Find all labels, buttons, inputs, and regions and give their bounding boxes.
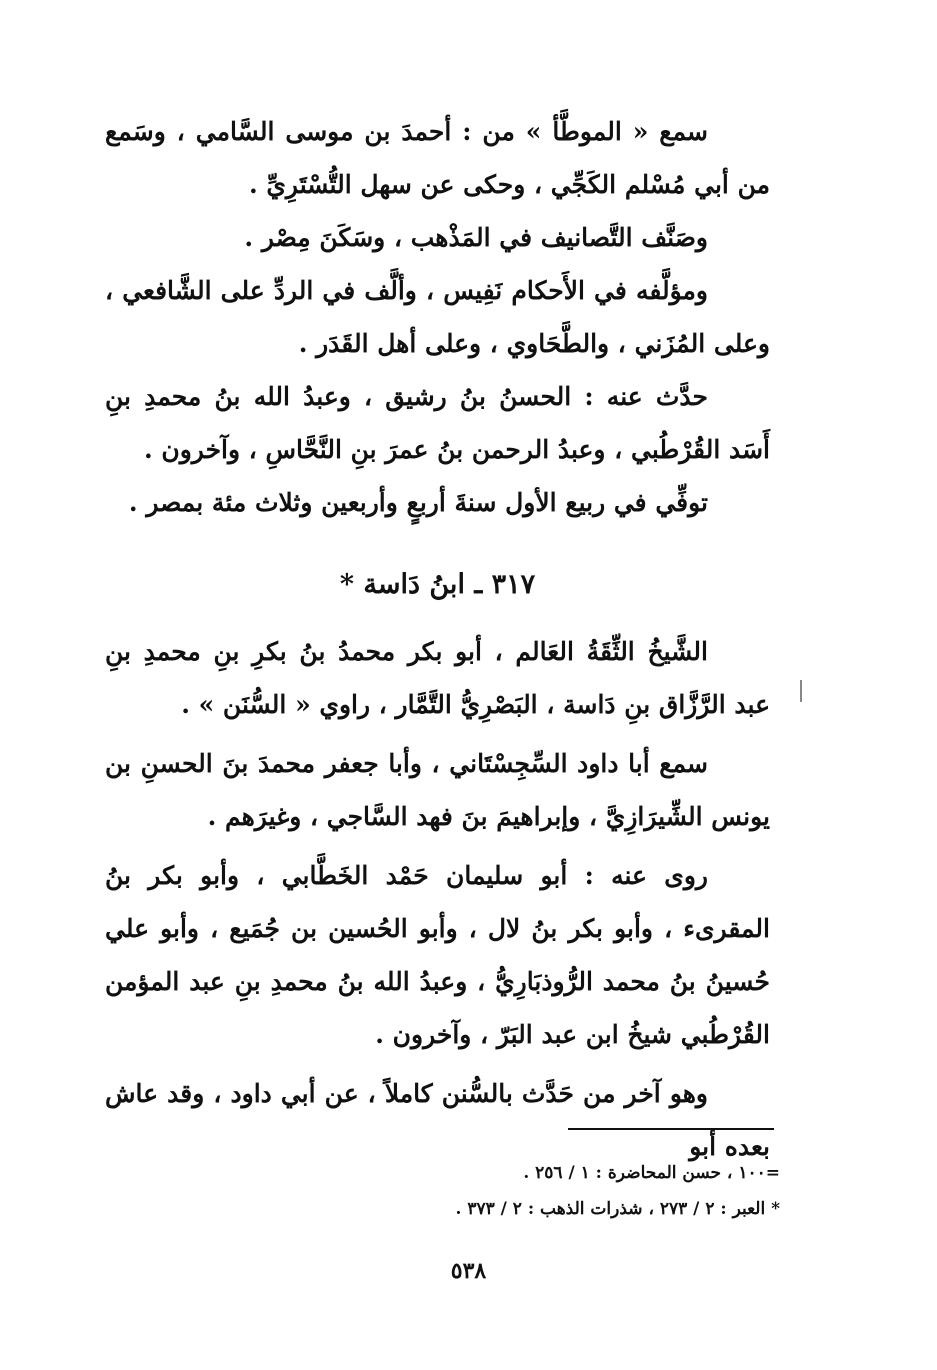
paragraph-death: توفِّي في ربيع الأول سنةَ أربعٍ وأربعين وثلاث مئة بمصر . [128, 488, 708, 517]
biography-heading: ٣١٧ ـ ابنُ دَاسة * [339, 569, 536, 600]
footnote-separator [568, 1128, 774, 1130]
paragraph-sama-muwatta: سمع « الموطَّأ » من : أحمدَ بن موسى السَّامي ، وسَمع من أبي مُسْلم الكَجِّي ، وحكى عن سهل التُّسْتَرِيِّ . [105, 117, 770, 199]
paragraph-haddatha-anhu: حدَّث عنه : الحسنُ بنُ رشيق ، وعبدُ الله بنُ محمدِ بنِ أَسَد القُرْطُبي ، وعبدُ الرحمن بنُ عمرَ بنِ النَّحَّاسِ ، وآخرون . [105, 382, 770, 464]
paragraph-tasanif: وصَنَّف التَّصانيف في المَذْهب ، وسَكَنَ مِصْر . [244, 223, 708, 252]
paragraph-students: روى عنه : أبو سليمان حَمْد الخَطَّابي ، وأبو بكر بنُ المقرىء ، وأبو بكر بنُ لال ، وأبو الحُسين بن جُمَيع ، وأبو علي حُسينُ بنُ محمد الرُّوذبَارِيُّ ، وعبدُ الله بنُ محمدِ بنِ عبد المؤمن القُرْطُبي شيخُ ابن عبد البَرّ ، وآخرون . [105, 861, 770, 1049]
top-text-block [105, 105, 770, 529]
paragraph-teachers: سمع أبا داود السِّجِسْتَاني ، وأبا جعفر محمدَ بنَ الحسنِ بن يونس الشِّيرَازِيَّ ، وإبراهيمَ بنَ فهد السَّاجي ، وغيرَهم . [105, 749, 770, 831]
paragraph-last-narrator: وهو آخر من حَدَّث بالسُّنن كاملاً ، عن أبي داود ، وقد عاش بعده أبو [105, 1079, 770, 1161]
margin-mark [800, 680, 802, 702]
bottom-text-block [105, 625, 770, 1173]
paragraph-ibn-dasa-intro: الشَّيخُ الثِّقَةُ العَالم ، أبو بكر محمدُ بنُ بكرِ بنِ محمدِ بنِ عبد الرَّزَّاق بنِ دَاسة ، البَصْرِيُّ التَّمَّار ، راوي « السُّنَن » . [105, 637, 770, 719]
footnote-continuation: =١٠٠ ، حسن المحاضرة : ١ / ٢٥٦ . [523, 1163, 780, 1183]
paragraph-muallafuhu: ومؤلَّفه في الأَحكام نَفِيس ، وألَّف في الردِّ على الشَّافعي ، وعلى المُزَني ، والطَّحَاوي ، وعلى أهل القَدَر . [105, 276, 770, 358]
page-number: ٥٣٨ [450, 1258, 487, 1284]
footnote-sources: * العبر : ٢ / ٢٧٣ ، شذرات الذهب : ٢ / ٣٧٣ . [455, 1199, 780, 1219]
footnotes [300, 1155, 780, 1227]
